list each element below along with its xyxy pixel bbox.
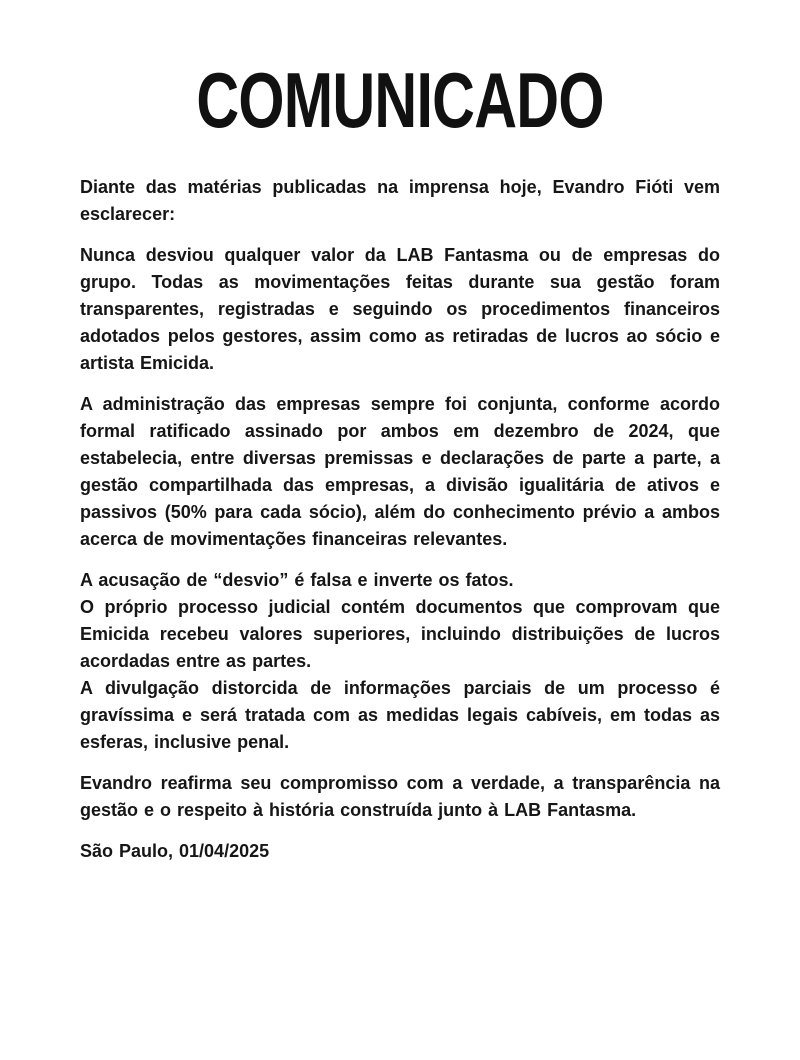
closing-date-line: São Paulo, 01/04/2025 — [80, 841, 270, 861]
paragraph-judicial-process: O próprio processo judicial contém documentos que comprovam que Emicida recebeu valores superiores, incluindo distribuições de lucros acordadas entre as partes. — [80, 597, 720, 671]
paragraph-accusation-block — [80, 567, 720, 756]
paragraph-distorted-disclosure: A divulgação distorcida de informações parciais de um processo é gravíssima e será tratada com as medidas legais cabíveis, em todas as esferas, inclusive penal. — [80, 678, 720, 752]
document-body — [0, 174, 800, 865]
document-title: COMUNICADO — [196, 56, 604, 144]
paragraph-intro: Diante das matérias publicadas na imprensa hoje, Evandro Fióti vem esclarecer: — [80, 177, 720, 224]
paragraph-never-diverted: Nunca desviou qualquer valor da LAB Fantasma ou de empresas do grupo. Todas as movimentações feitas durante sua gestão foram transparentes, registradas e seguindo os procedimentos financeiros adotados pelos gestores, assim como as retiradas de lucros ao sócio e artista Emicida. — [80, 245, 720, 373]
paragraph-joint-administration: A administração das empresas sempre foi conjunta, conforme acordo formal ratificado assinado por ambos em dezembro de 2024, que estabelecia, entre diversas premissas e declarações de parte a parte, a gestão compartilhada das empresas, a divisão igualitária de ativos e passivos (50% para cada sócio), além do conhecimento prévio a ambos acerca de movimentações financeiras relevantes. — [80, 394, 720, 549]
comunicado-document — [0, 56, 800, 1060]
paragraph-accusation-false: A acusação de “desvio” é falsa e inverte os fatos. — [80, 570, 514, 590]
paragraph-commitment: Evandro reafirma seu compromisso com a verdade, a transparência na gestão e o respeito à história construída junto à LAB Fantasma. — [80, 773, 720, 820]
